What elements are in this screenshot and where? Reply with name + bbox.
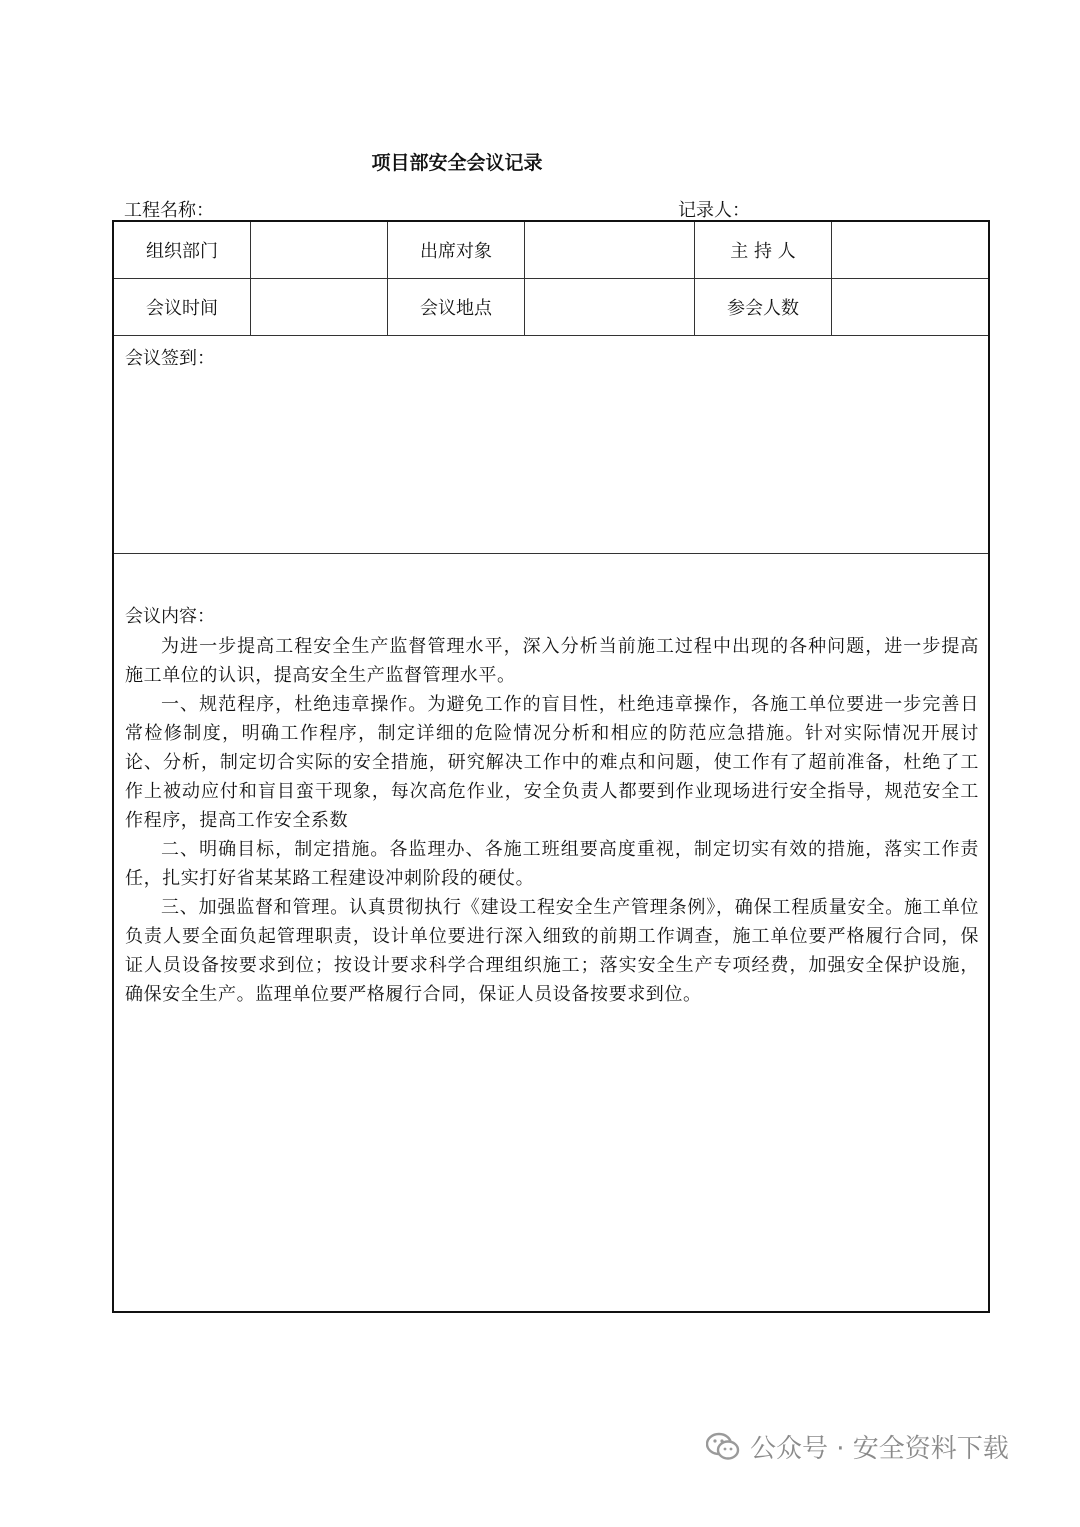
meeting-place-label: 会议地点: [388, 279, 525, 335]
watermark: [706, 1428, 1009, 1465]
meeting-time-label: 会议时间: [114, 279, 251, 335]
document-title: 项目部安全会议记录: [371, 152, 543, 174]
content-body: [125, 632, 979, 1009]
meeting-place-field[interactable]: [525, 279, 695, 335]
attendee-count-field[interactable]: [832, 279, 988, 335]
content-paragraph: 为进一步提高工程安全生产监督管理水平，深入分析当前施工过程中出现的各种问题，进一步提高施工单位的认识，提高安全生产监督管理水平。: [125, 636, 979, 686]
info-row-2: [114, 279, 988, 336]
host-field[interactable]: [832, 222, 988, 278]
content-paragraph: 三、加强监督和管理。认真贯彻执行《建设工程安全生产管理条例》，确保工程质量安全。施工单位负责人要全面负起管理职责，设计单位要进行深入细致的前期工作调查，施工单位要严格履行合同，保证人员设备按要求到位；按设计要求科学合理组织施工；落实安全生产专项经费，加强安全保护设施，确保安全生产。监理单位要严格履行合同，保证人员设备按要求到位。: [125, 897, 979, 1005]
org-dept-field[interactable]: [251, 222, 388, 278]
meeting-time-field[interactable]: [251, 279, 388, 335]
meeting-record-table: [112, 220, 990, 1313]
info-row-1: [114, 222, 988, 279]
attendee-label: 出席对象: [388, 222, 525, 278]
attendee-count-label: 参会人数: [695, 279, 832, 335]
signin-label: 会议签到：: [125, 348, 215, 369]
content-paragraph: 一、规范程序，杜绝违章操作。为避免工作的盲目性，杜绝违章操作，各施工单位要进一步完善日常检修制度，明确工作程序，制定详细的危险情况分析和相应的防范应急措施。针对实际情况开展讨论、分析，制定切合实际的安全措施，研究解决工作中的难点和问题，使工作有了超前准备，杜绝了工作上被动应付和盲目蛮干现象，每次高危作业，安全负责人都要到作业现场进行安全指导，规范安全工作程序，提高工作安全系数: [125, 694, 979, 831]
recorder-label: 记录人：: [678, 200, 750, 221]
info-grid: [114, 222, 988, 336]
content-label: 会议内容：: [125, 606, 215, 627]
watermark-text: 公众号 · 安全资料下载: [750, 1434, 1009, 1464]
project-name-label: 工程名称：: [124, 200, 214, 221]
content-section: [114, 554, 988, 1311]
wechat-icon: [706, 1432, 740, 1462]
content-paragraph: 二、明确目标，制定措施。各监理办、各施工班组要高度重视，制定切实有效的措施，落实工作责任，扎实打好省某某路工程建设冲刺阶段的硬仗。: [125, 839, 979, 889]
signin-section[interactable]: [114, 336, 988, 554]
org-dept-label: 组织部门: [114, 222, 251, 278]
attendee-field[interactable]: [525, 222, 695, 278]
host-label: 主 持 人: [695, 222, 832, 278]
